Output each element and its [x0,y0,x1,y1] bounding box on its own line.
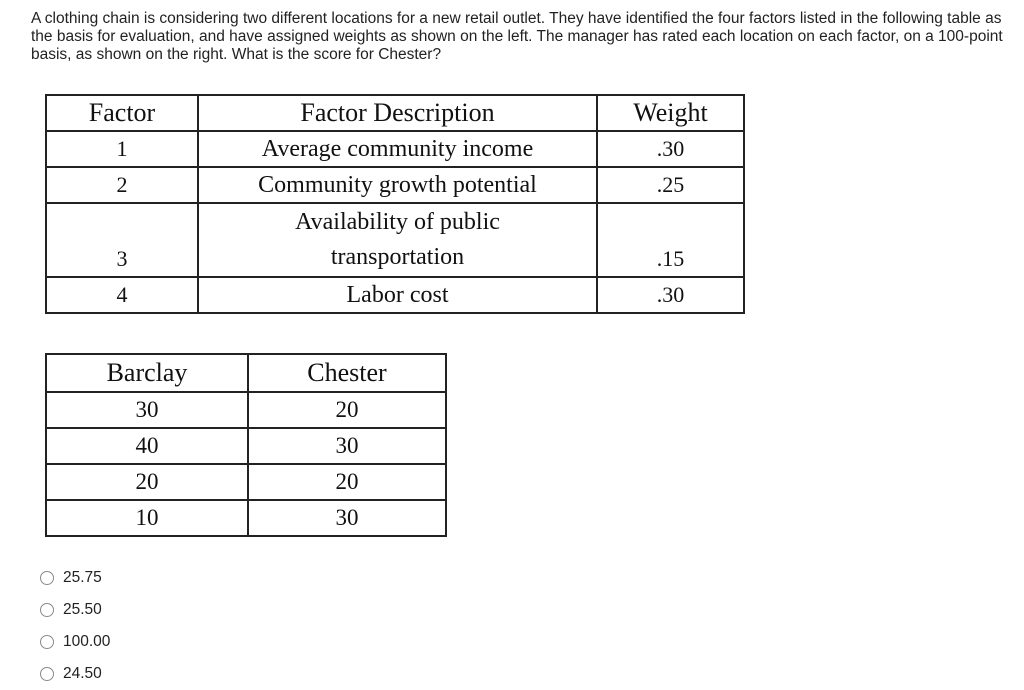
factor-number: 2 [46,167,198,203]
factor-number: 3 [46,203,198,277]
answer-option[interactable] [40,658,110,690]
table-row [46,428,446,464]
barclay-rating: 30 [46,392,248,428]
question-text: A clothing chain is considering two different locations for a new retail outlet. They have identified the four factors listed in the following table as the basis for evaluation, and have assigned weights as shown on the left. The manager has rated each location on each factor, on a 100-point basis, as shown on the right. What is the score for Chester? [31,10,1003,63]
rating-table [45,353,447,537]
answer-option-label[interactable]: 25.50 [63,601,102,618]
factor-description: Average community income [198,131,597,167]
header-factor: Factor [46,95,198,131]
radio-button[interactable] [40,571,54,585]
radio-button[interactable] [40,603,54,617]
barclay-rating: 40 [46,428,248,464]
answer-option-label[interactable]: 25.75 [63,569,102,586]
header-barclay: Barclay [46,354,248,392]
answer-option[interactable] [40,626,110,658]
table-row [46,203,744,277]
rating-table-header-row [46,354,446,392]
table-row [46,500,446,536]
table-row [46,131,744,167]
factor-weight: .30 [597,131,744,167]
factor-number: 4 [46,277,198,313]
chester-rating: 30 [248,428,446,464]
answer-options [40,562,110,690]
factor-description-line-2: transportation [330,244,465,270]
answer-option-label[interactable]: 100.00 [63,633,111,650]
header-weight: Weight [597,95,744,131]
factor-description-line-1: Availability of public [295,209,500,235]
factor-weight: .15 [597,203,744,277]
table-row [46,464,446,500]
table-row [46,392,446,428]
chester-rating: 30 [248,500,446,536]
chester-rating: 20 [248,464,446,500]
answer-option[interactable] [40,594,110,626]
factor-description: Community growth potential [198,167,597,203]
factor-description [198,203,597,277]
factor-description: Labor cost [198,277,597,313]
answer-option-label[interactable]: 24.50 [63,665,102,682]
radio-button[interactable] [40,667,54,681]
header-factor-description: Factor Description [198,95,597,131]
radio-button[interactable] [40,635,54,649]
factor-table-header-row [46,95,744,131]
factor-number: 1 [46,131,198,167]
table-row [46,167,744,203]
barclay-rating: 20 [46,464,248,500]
factor-table [45,94,745,314]
chester-rating: 20 [248,392,446,428]
factor-weight: .25 [597,167,744,203]
barclay-rating: 10 [46,500,248,536]
factor-weight: .30 [597,277,744,313]
answer-option[interactable] [40,562,110,594]
header-chester: Chester [248,354,446,392]
table-row [46,277,744,313]
